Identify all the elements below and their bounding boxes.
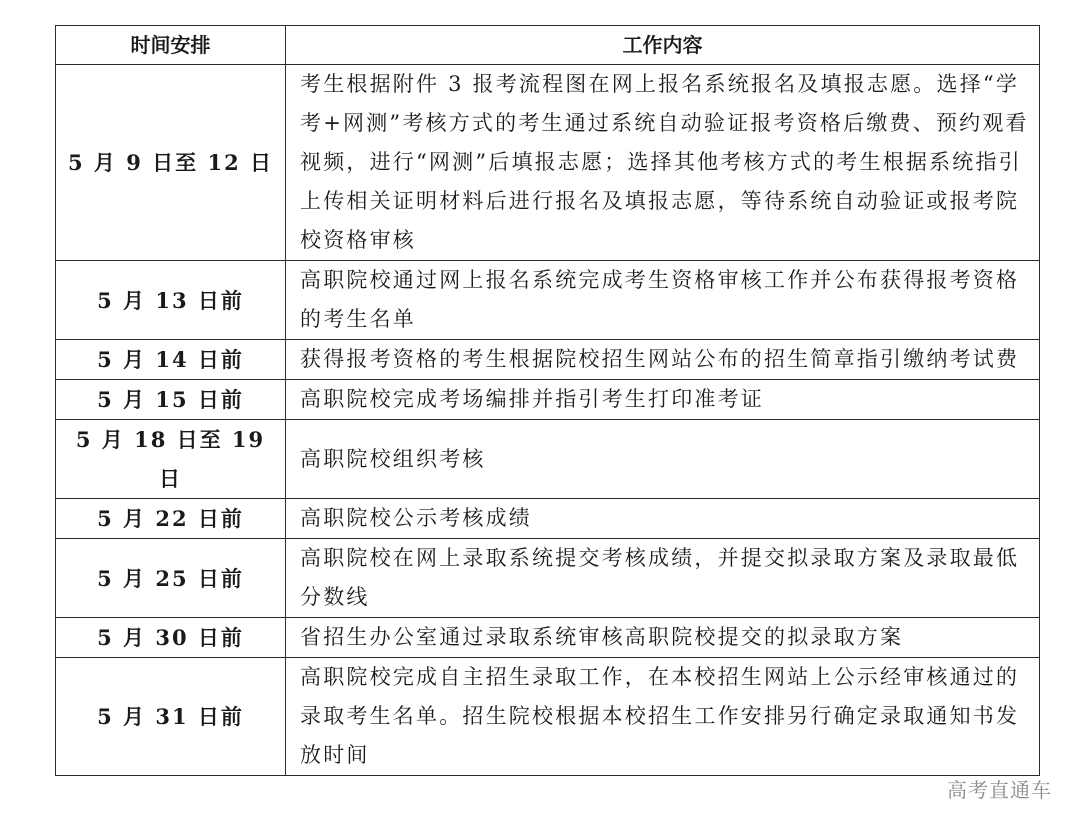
table-row [56,340,1040,380]
schedule-table [55,25,1040,776]
row-content: 高职院校通过网上报名系统完成考生资格审核工作并公布获得报考资格的考生名单 [286,261,1040,340]
row-content: 高职院校完成自主招生录取工作，在本校招生网站上公示经审核通过的录取考生名单。招生院校根据本校招生工作安排另行确定录取通知书发放时间 [286,658,1040,776]
row-time: 5 月 15 日前 [56,380,286,420]
table-row [56,420,1040,499]
row-content: 高职院校组织考核 [286,420,1040,499]
header-time: 时间安排 [56,26,286,65]
row-content: 省招生办公室通过录取系统审核高职院校提交的拟录取方案 [286,618,1040,658]
table-row [56,261,1040,340]
row-content: 高职院校在网上录取系统提交考核成绩，并提交拟录取方案及录取最低分数线 [286,539,1040,618]
table-row [56,380,1040,420]
table-row [56,539,1040,618]
table-row [56,658,1040,776]
table-row [56,499,1040,539]
row-time: 5 月 25 日前 [56,539,286,618]
row-time: 5 月 9 日至 12 日 [56,65,286,261]
row-time: 5 月 18 日至 19 日 [56,420,286,499]
row-time: 5 月 13 日前 [56,261,286,340]
table-header-row [56,26,1040,65]
table-row [56,618,1040,658]
row-content: 考生根据附件 3 报考流程图在网上报名系统报名及填报志愿。选择“学考+网测”考核方式的考生通过系统自动验证报考资格后缴费、预约观看视频，进行“网测”后填报志愿；选择其他考核方式的考生根据系统指引上传相关证明材料后进行报名及填报志愿，等待系统自动验证或报考院校资格审核 [286,65,1040,261]
schedule-document [55,25,1039,776]
watermark-text: 高考直通车 [947,778,1052,802]
row-time: 5 月 30 日前 [56,618,286,658]
header-content: 工作内容 [286,26,1040,65]
row-time: 5 月 14 日前 [56,340,286,380]
row-time: 5 月 22 日前 [56,499,286,539]
row-content: 高职院校公示考核成绩 [286,499,1040,539]
table-row [56,65,1040,261]
row-content: 获得报考资格的考生根据院校招生网站公布的招生简章指引缴纳考试费 [286,340,1040,380]
row-content: 高职院校完成考场编排并指引考生打印准考证 [286,380,1040,420]
row-time: 5 月 31 日前 [56,658,286,776]
